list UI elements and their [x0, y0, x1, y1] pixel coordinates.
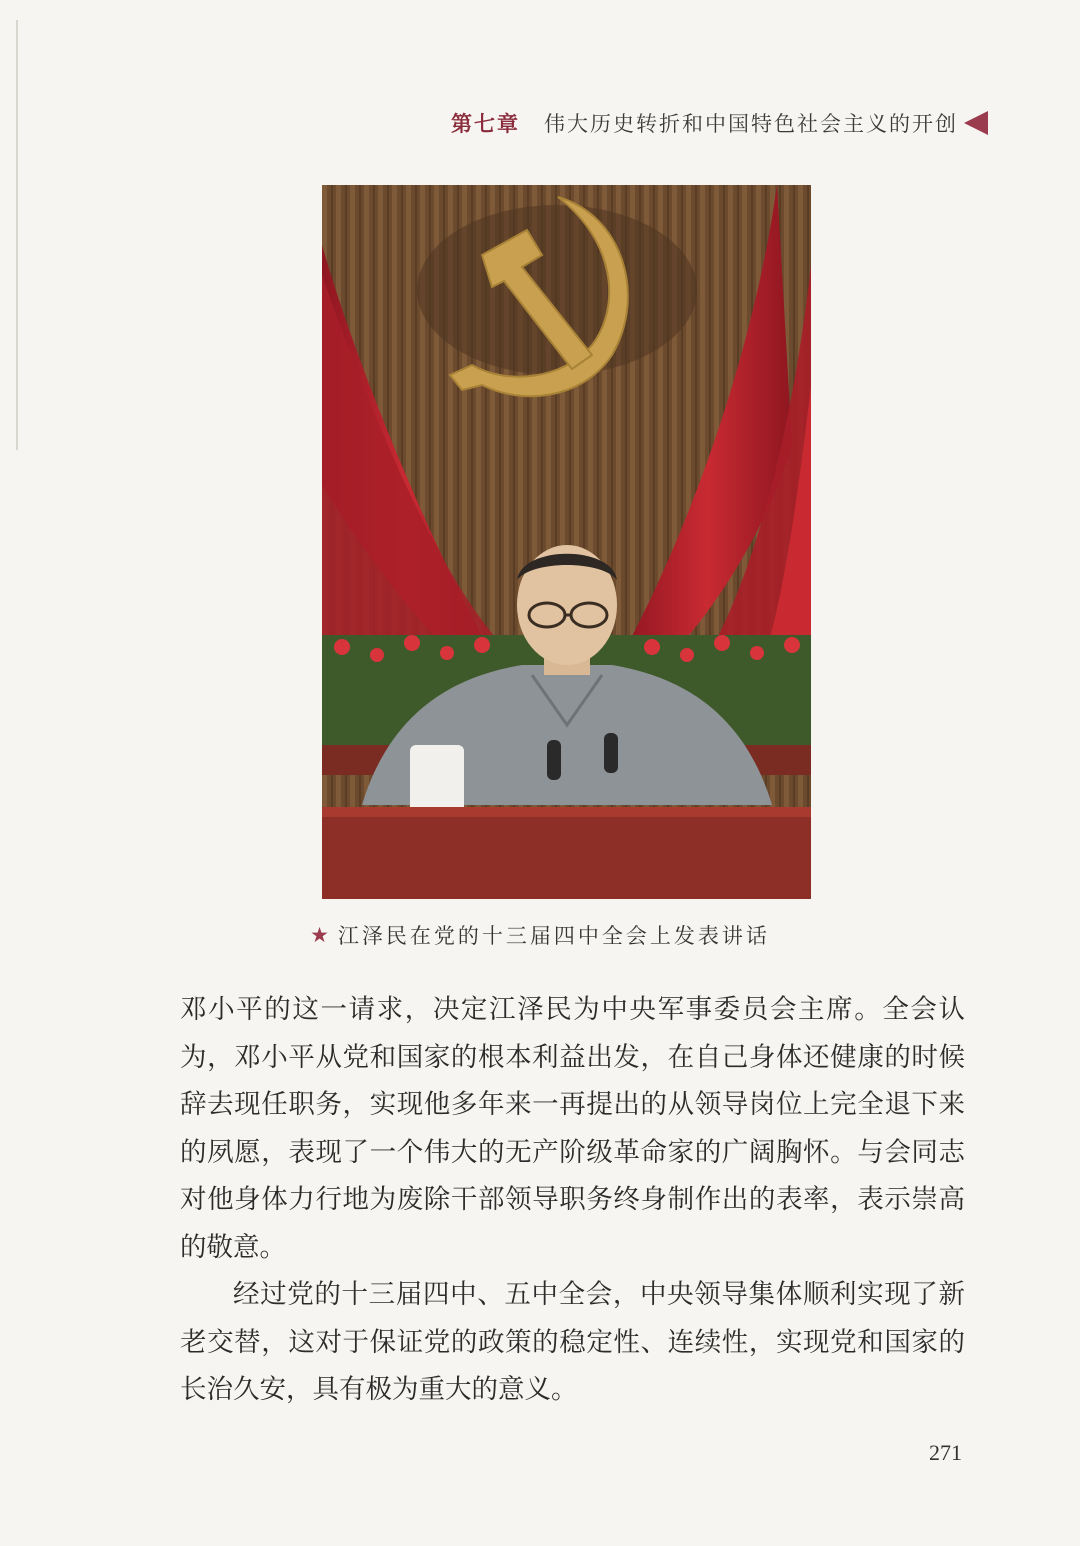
photo-illustration [322, 185, 811, 899]
page-gutter-line [16, 20, 18, 450]
paragraph: 邓小平的这一请求，决定江泽民为中央军事委员会主席。全会认为，邓小平从党和国家的根本利益出发，在自己身体还健康的时候辞去现任职务，实现他多年来一再提出的从领导岗位上完全退下来的夙愿，表现了一个伟大的无产阶级革命家的广阔胸怀。与会同志对他身体力行地为废除干部领导职务终身制作出的表率，表示崇高的敬意。 [180, 994, 965, 1263]
body-text [180, 986, 965, 1414]
table [322, 807, 811, 899]
paragraph: 经过党的十三届四中、五中全会，中央领导集体顺利实现了新老交替，这对于保证党的政策的稳定性、连续性，实现党和国家的长治久安，具有极为重大的意义。 [180, 1279, 965, 1405]
tea-cup [410, 745, 464, 817]
running-header [451, 106, 988, 140]
star-icon: ★ [310, 923, 332, 947]
chapter-label: 第七章 [451, 112, 520, 136]
page-number: 271 [929, 1440, 962, 1465]
triangle-marker-icon [964, 111, 988, 135]
figure-photo [322, 185, 811, 899]
figure-caption [0, 918, 1080, 952]
caption-text: 江泽民在党的十三届四中全会上发表讲话 [337, 924, 770, 948]
chapter-title: 伟大历史转折和中国特色社会主义的开创 [544, 112, 958, 136]
